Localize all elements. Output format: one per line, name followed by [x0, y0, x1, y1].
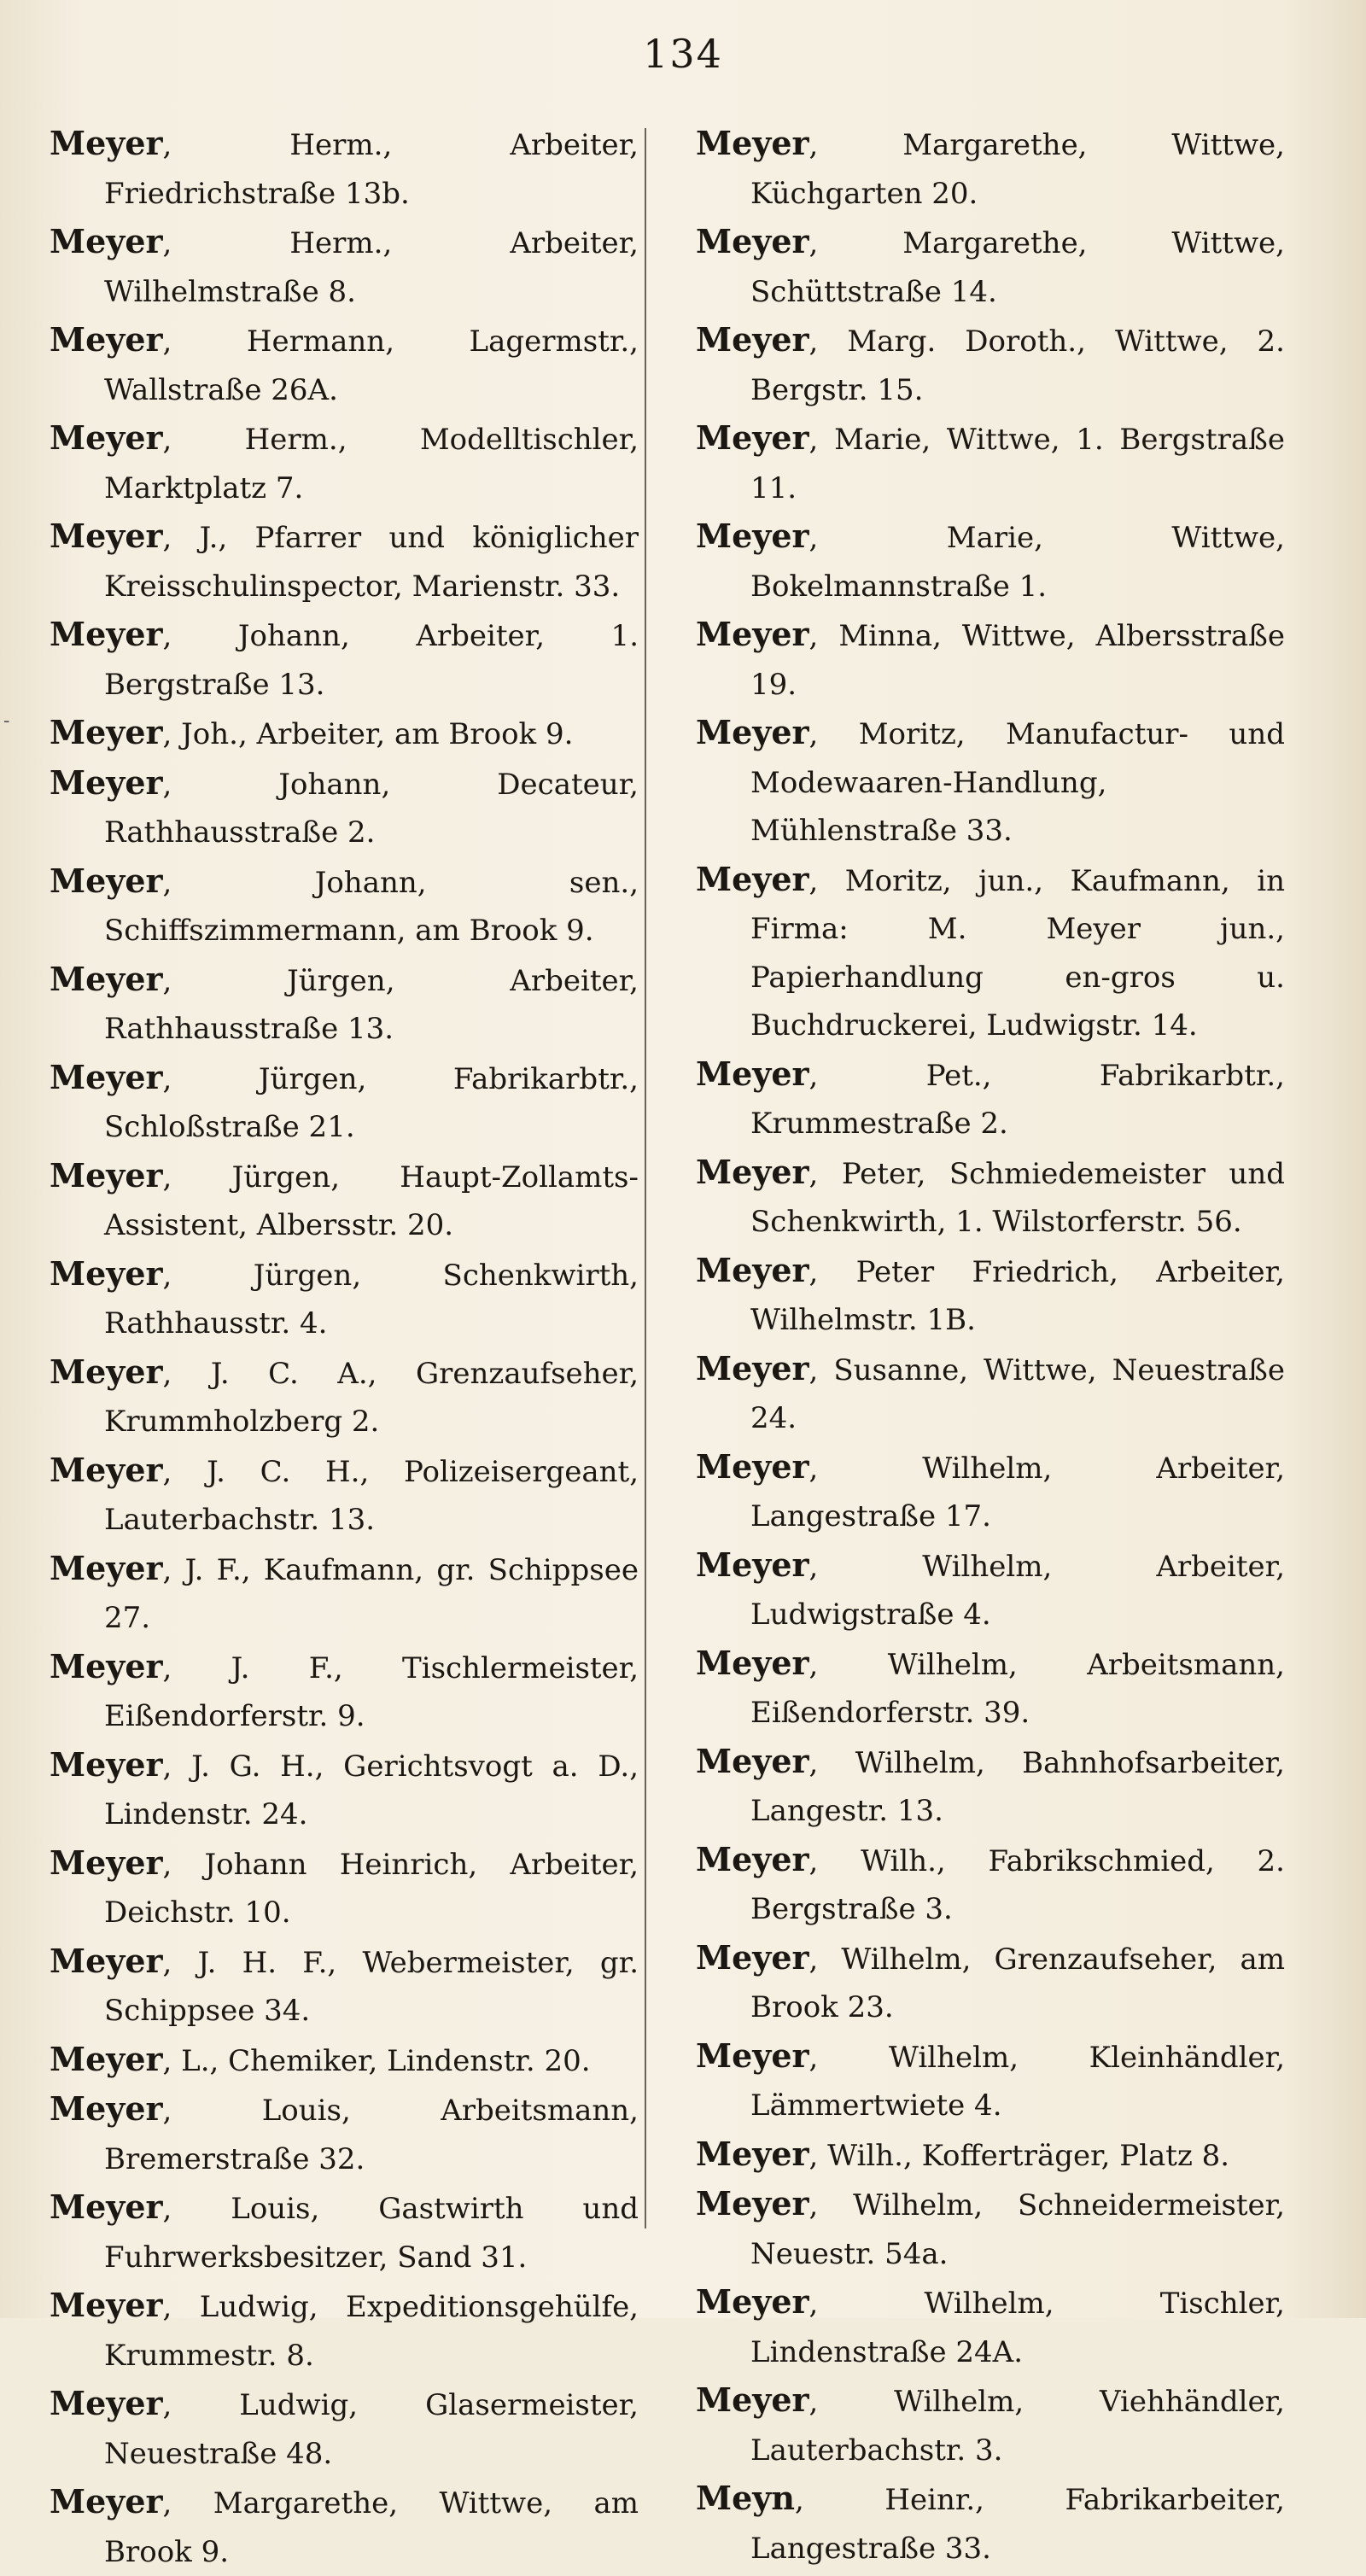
entry-surname: Meyer [696, 2380, 809, 2419]
entry-details: , Ludwig, Expeditionsgehülfe, Krummestr. 8. [104, 2290, 639, 2373]
entry-details: , Jürgen, Haupt-Zollamts-Assistent, Albersstr. 20. [104, 1159, 639, 1242]
entry-details: , J. C. A., Grenzaufseher, Krummholzberg 2. [104, 1356, 639, 1439]
entry-surname: Meyer [696, 2282, 809, 2321]
entry-surname: Meyer [696, 1152, 809, 1191]
directory-entry [696, 1639, 1285, 1738]
entry-details: , Johann, Arbeiter, 1. Bergstraße 13. [104, 619, 639, 702]
directory-entry [696, 512, 1285, 610]
entry-details: , Wilh., Fabrikschmied, 2. Bergstraße 3. [750, 1843, 1285, 1926]
directory-entry [696, 316, 1285, 414]
directory-entry [50, 2183, 639, 2281]
entry-details: , L., Chemiker, Lindenstr. 20. [162, 2043, 591, 2078]
entry-details: , Wilhelm, Arbeiter, Langestraße 17. [750, 1451, 1285, 1533]
directory-entry [696, 1738, 1285, 1836]
entry-details: , Wilhelm, Viehhändler, Lauterbachstr. 3. [750, 2385, 1285, 2468]
directory-entry [696, 2130, 1285, 2181]
directory-entry [696, 709, 1285, 856]
directory-entry [50, 1348, 639, 1446]
entry-surname: Meyer [50, 1253, 163, 1293]
margin-mark: - [3, 710, 10, 732]
entry-surname: Meyer [50, 222, 163, 260]
right-column [696, 120, 1285, 2573]
entry-details: , Hermann, Lagermstr., Wallstraße 26A. [104, 324, 639, 407]
entry-surname: Meyer [50, 1744, 163, 1784]
entry-surname: Meyer [50, 959, 163, 998]
entry-details: , Wilh., Kofferträger, Platz 8. [809, 2138, 1230, 2173]
entry-details: , Moritz, Manufactur- und Modewaaren-Handlung, Mühlenstraße 33. [750, 717, 1285, 848]
entry-details: , Wilhelm, Grenzaufseher, am Brook 23. [750, 1942, 1285, 2024]
directory-entry [696, 120, 1285, 218]
entry-surname: Meyer [50, 1450, 163, 1489]
directory-entry [696, 414, 1285, 512]
entry-details: , J. F., Tischlermeister, Eißendorferstr. 9. [104, 1650, 639, 1733]
entry-details: , Marg. Doroth., Wittwe, 2. Bergstr. 15. [750, 324, 1285, 407]
entry-details: , Jürgen, Schenkwirth, Rathhausstr. 4. [104, 1258, 639, 1341]
entry-surname: Meyer [50, 762, 163, 802]
entry-surname: Meyer [50, 1843, 163, 1882]
entry-details: , Peter Friedrich, Arbeiter, Wilhelmstr. 1B. [750, 1254, 1285, 1337]
directory-entry [50, 1741, 639, 1839]
entry-details: , J. C. H., Polizeisergeant, Lauterbachstr. 13. [104, 1454, 639, 1537]
entry-details: , J. F., Kaufmann, gr. Schippsee 27. [104, 1552, 639, 1635]
entry-details: , Joh., Arbeiter, am Brook 9. [162, 717, 574, 751]
entry-surname: Meyer [50, 861, 163, 900]
entry-surname: Meyer [696, 1446, 809, 1486]
entry-details: , Louis, Gastwirth und Fuhrwerksbesitzer, Sand 31. [104, 2192, 639, 2275]
directory-entry [50, 2478, 639, 2576]
entry-surname: Meyer [696, 1250, 809, 1289]
directory-entry [696, 1050, 1285, 1148]
directory-entry [50, 2036, 639, 2086]
entry-details: , Wilhelm, Arbeiter, Ludwigstraße 4. [750, 1549, 1285, 1632]
directory-entry [50, 1446, 639, 1545]
entry-details: , Herm., Arbeiter, Friedrichstraße 13b. [104, 128, 639, 211]
directory-entry [50, 709, 639, 759]
entry-surname: Meyer [50, 1352, 163, 1391]
entry-surname: Meyer [50, 2384, 163, 2422]
directory-entry [696, 1934, 1285, 2032]
directory-entry [696, 1541, 1285, 1639]
entry-surname: Meyn [696, 2479, 795, 2517]
directory-entry [696, 1345, 1285, 1443]
entry-details: , Louis, Arbeitsmann, Bremerstraße 32. [104, 2094, 639, 2176]
entry-details: , J. H. F., Webermeister, gr. Schippsee 34. [104, 1945, 639, 2028]
entry-surname: Meyer [50, 2039, 163, 2078]
entry-surname: Meyer [50, 517, 163, 555]
entry-surname: Meyer [696, 418, 809, 457]
entry-details: , Peter, Schmiedemeister und Schenkwirth, 1. Wilstorferstr. 56. [750, 1156, 1285, 1239]
entry-details: , Wilhelm, Kleinhändler, Lämmertwiete 4. [750, 2040, 1285, 2123]
directory-entry [696, 2278, 1285, 2376]
entry-details: , Moritz, jun., Kaufmann, in Firma: M. Meyer jun., Papierhandlung en-gros u. Buchdruckerei, Ludwigstr. 14. [750, 863, 1285, 1043]
directory-entry [50, 2380, 639, 2478]
entry-details: , Marie, Wittwe, 1. Bergstraße 11. [750, 423, 1285, 505]
entry-surname: Meyer [696, 222, 809, 260]
entry-surname: Meyer [50, 1941, 163, 1980]
column-divider [645, 128, 646, 2228]
entry-surname: Meyer [696, 124, 809, 162]
directory-entry [50, 955, 639, 1054]
entry-surname: Meyer [50, 2089, 163, 2128]
directory-entry [50, 316, 639, 414]
entry-surname: Meyer [50, 320, 163, 359]
entry-surname: Meyer [50, 1155, 163, 1195]
directory-entry [696, 2474, 1285, 2573]
entry-surname: Meyer [50, 713, 163, 751]
entry-surname: Meyer [50, 2188, 163, 2226]
directory-entry [696, 2376, 1285, 2474]
directory-entry [50, 2281, 639, 2380]
entry-surname: Meyer [50, 124, 163, 162]
entry-surname: Meyer [696, 1937, 809, 1977]
entry-surname: Meyer [696, 517, 809, 555]
entry-surname: Meyer [50, 1548, 163, 1587]
entry-details: , Herm., Arbeiter, Wilhelmstraße 8. [104, 226, 639, 309]
directory-entry [696, 1836, 1285, 1934]
entry-surname: Meyer [696, 1545, 809, 1584]
directory-entry [696, 1247, 1285, 1345]
directory-entry [50, 1054, 639, 1152]
left-column [50, 120, 639, 2576]
entry-details: , Margarethe, Wittwe, Schüttstraße 14. [750, 226, 1285, 309]
entry-details: , Susanne, Wittwe, Neuestraße 24. [750, 1352, 1285, 1435]
directory-entry [696, 1148, 1285, 1247]
directory-entry [696, 2032, 1285, 2130]
entry-surname: Meyer [696, 2036, 809, 2075]
entry-details: , J. G. H., Gerichtsvogt a. D., Lindenstr. 24. [104, 1749, 639, 1831]
directory-entry [50, 120, 639, 218]
directory-entry [696, 610, 1285, 709]
entry-details: , Wilhelm, Arbeitsmann, Eißendorferstr. 39. [750, 1647, 1285, 1730]
directory-entry [50, 2085, 639, 2183]
directory-entry [696, 2180, 1285, 2278]
entry-details: , Pet., Fabrikarbtr., Krummestraße 2. [750, 1058, 1285, 1141]
entry-surname: Meyer [696, 615, 809, 653]
directory-entry [50, 857, 639, 955]
entry-surname: Meyer [50, 2482, 163, 2521]
directory-entry [696, 856, 1285, 1050]
entry-details: , Margarethe, Wittwe, Küchgarten 20. [750, 128, 1285, 211]
entry-surname: Meyer [696, 1054, 809, 1093]
directory-entry [50, 759, 639, 857]
page-number: 134 [643, 31, 723, 77]
entry-surname: Meyer [696, 320, 809, 359]
entry-details: , Heinr., Fabrikarbeiter, Langestraße 33. [750, 2483, 1285, 2566]
directory-entry [50, 1643, 639, 1741]
entry-details: , Johann, sen., Schiffszimmermann, am Brook 9. [104, 865, 639, 948]
entry-surname: Meyer [696, 1839, 809, 1878]
directory-entry [696, 1443, 1285, 1541]
entry-details: , Wilhelm, Bahnhofsarbeiter, Langestr. 13. [750, 1745, 1285, 1828]
directory-entry [50, 1250, 639, 1348]
entry-details: , Johann Heinrich, Arbeiter, Deichstr. 10. [104, 1847, 639, 1930]
entry-surname: Meyer [696, 1348, 809, 1387]
entry-surname: Meyer [696, 1741, 809, 1780]
entry-details: , Marie, Wittwe, Bokelmannstraße 1. [750, 521, 1285, 604]
directory-entry [50, 414, 639, 512]
directory-entry [50, 1839, 639, 1937]
directory-entry [50, 1152, 639, 1250]
entry-surname: Meyer [50, 418, 163, 457]
entry-surname: Meyer [50, 2286, 163, 2324]
entry-surname: Meyer [696, 1643, 809, 1682]
entry-details: , Jürgen, Arbeiter, Rathhausstraße 13. [104, 963, 639, 1046]
directory-entry [696, 218, 1285, 316]
entry-details: , Johann, Decateur, Rathhausstraße 2. [104, 767, 639, 850]
directory-entry [50, 512, 639, 610]
entry-details: , Herm., Modelltischler, Marktplatz 7. [104, 423, 639, 505]
directory-entry [50, 610, 639, 709]
entry-surname: Meyer [50, 1057, 163, 1096]
entry-surname: Meyer [696, 2134, 809, 2173]
entry-surname: Meyer [696, 2184, 809, 2223]
directory-entry [50, 218, 639, 316]
entry-details: , J., Pfarrer und königlicher Kreisschulinspector, Marienstr. 33. [104, 521, 639, 604]
entry-details: , Minna, Wittwe, Albersstraße 19. [750, 619, 1285, 702]
entry-surname: Meyer [696, 713, 809, 751]
entry-surname: Meyer [696, 859, 809, 898]
entry-details: , Jürgen, Fabrikarbtr., Schloßstraße 21. [104, 1061, 639, 1144]
entry-details: , Ludwig, Glasermeister, Neuestraße 48. [104, 2388, 639, 2471]
directory-entry [50, 1545, 639, 1643]
entry-details: , Wilhelm, Tischler, Lindenstraße 24A. [750, 2287, 1285, 2369]
entry-details: , Margarethe, Wittwe, am Brook 9. [104, 2486, 639, 2569]
entry-surname: Meyer [50, 615, 163, 653]
entry-details: , Wilhelm, Schneidermeister, Neuestr. 54a. [750, 2188, 1285, 2271]
directory-entry [50, 1937, 639, 2036]
entry-surname: Meyer [50, 1646, 163, 1685]
